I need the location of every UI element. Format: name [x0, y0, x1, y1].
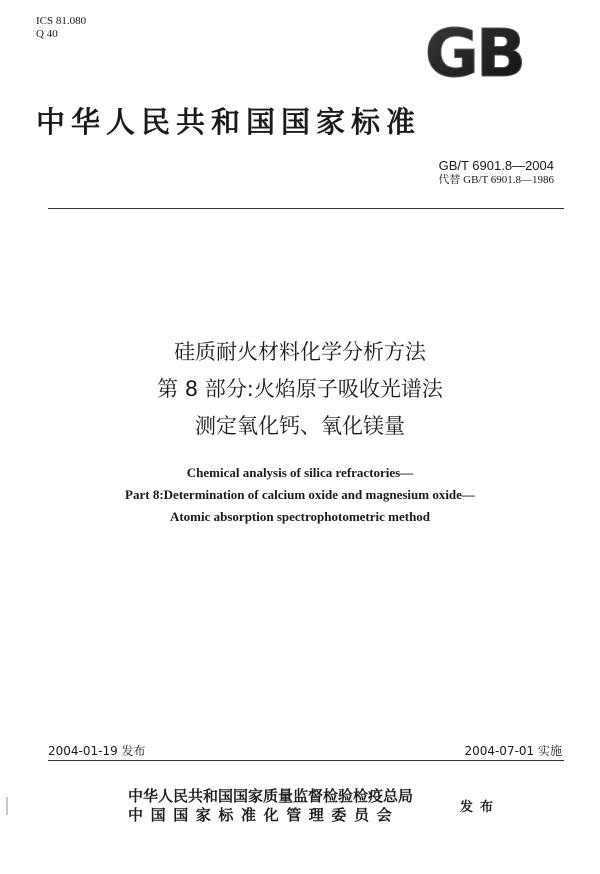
- publisher-line-1: 中华人民共和国国家质量监督检验检疫总局: [128, 787, 414, 805]
- publisher-block: [128, 787, 413, 825]
- gb-logo: [412, 20, 536, 82]
- gb-logo-text: GB: [424, 20, 524, 82]
- implementation-date: 2004-07-01 实施: [464, 744, 562, 758]
- standard-number-block: [438, 158, 554, 188]
- english-title: [0, 462, 600, 528]
- ics-code: ICS 81.080: [36, 15, 87, 27]
- publish-label: 发布: [460, 800, 501, 815]
- scan-artifact: [6, 797, 8, 815]
- national-standard-title: 中华人民共和国国家标准: [36, 105, 422, 139]
- english-title-line-3: Atomic absorption spectrophotometric method: [169, 509, 431, 524]
- chinese-title-line-3: 测定氧化钙、氧化镁量: [195, 414, 405, 438]
- footer-divider: [48, 760, 564, 761]
- standard-code: GB/T 6901.8—2004: [438, 158, 554, 173]
- issue-date: 2004-01-19 发布: [48, 744, 146, 758]
- chinese-title-line-2: 第 8 部分:火焰原子吸收光谱法: [157, 377, 443, 401]
- header-divider: [48, 208, 564, 209]
- english-title-line-1: Chemical analysis of silica refractories—: [186, 465, 414, 480]
- ccs-code: Q 40: [36, 28, 58, 40]
- english-title-line-2: Part 8:Determination of calcium oxide and magnesium oxide—: [125, 487, 475, 502]
- publisher-line-2: 中国国家标准化管理委员会: [128, 806, 400, 824]
- replaces-standard: 代替 GB/T 6901.8—1986: [438, 174, 554, 186]
- chinese-title: [0, 334, 600, 445]
- classification-codes: [36, 15, 86, 41]
- chinese-title-line-1: 硅质耐火材料化学分析方法: [174, 340, 426, 364]
